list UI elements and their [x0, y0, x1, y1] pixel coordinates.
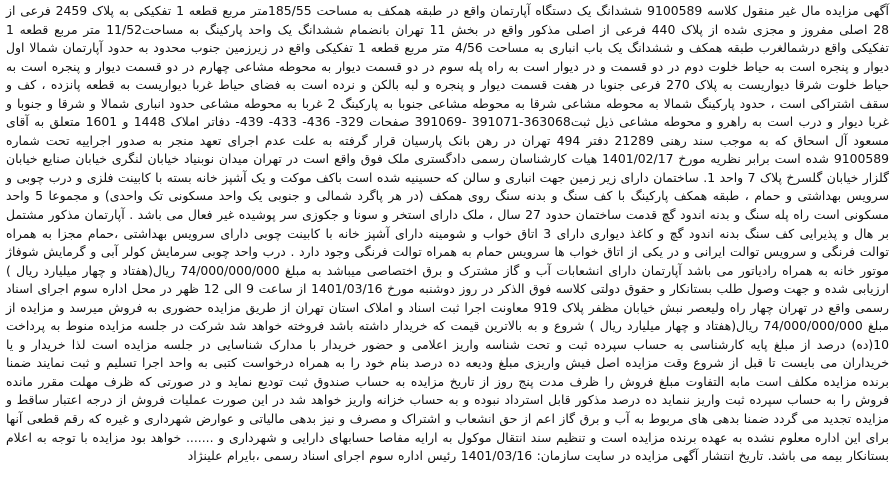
auction-notice-text: آگهی مزایده مال غیر منقول کلاسه 9100589 ششدانگ یک دستگاه آپارتمان واقع در طبقه همکف به مساحت 185/55متر مربع قطعه 1 تفکیکی به پلاک 2459 فرعی از 28 اصلی مفروز و مجزی شده از پلاک 440 فرعی از اصلی مذکور واقع در بخش 11 تهران بانضمام ششدانگ یک واحد پارکینگ به مساحت11/52 متر مربع قطعه 1 تفکیکی واقع درشمالغرب طبقه همکف و ششدانگ یک باب انباری به مساحت 4/56 متر مربع قطعه 1 تفکیکی واقع در زیرزمین جنوب محدود به حدود آپارتمان شمالا اول دیوار و پنجره است به حیاط خلوت دوم در دو قسمت و در دیوار است به راه پله سوم در دو قسمت دیوار به محوطه مشاعی چهارم در دو قسمت دیوار و پنجره است به حیاط خلوت شرقا دیواریست به پلاک 270 فرعی جنوبا در هفت قسمت دیوار و پنجره و لبه بالکن و نرده است به فضای حیاط غربا دیواریست به قطعه پانزده ، کف و سقف اشتراکی است ، حدود پارکینگ شمالا به محوطه مشاعی شرقا به محوطه مشاعی جنوبا به پارکینگ 2 غربا به محوطه مشاعی حدود انباری شمالا و شرقا و جنوبا و غربا دیوار و درب است به راهرو و محوطه مشاعی ذیل ثبت363068-391071 -391069 صفحات 329- 436- 433- 439- دفاتر املاک 1448 و 1601 متعلق به آقای مسعود آل اسحاق که به موجب سند رهنی 21289 دفتر 494 تهران در رهن بانک پارسیان قرار گرفته به علت عدم اجرای تعهد منجر به صدور اجراییه تحت شماره 9100589 شده است برابر نظریه مورخ 1401/02/17 هیات کارشناسان رسمی دادگستری ملک فوق واقع است در تهران میدان نوبنیاد خیابان لنگری خیابان صنایع خیابان گلزار خیابان گلسرخ پلاک 7 واحد 1. ساختمان دارای زیر زمین جهت انباری و سالن که حسینیه شده است باکف موکت و یک آشپز خانه بسته با کابینت فلزی و درب چوبی و سرویس بهداشتی و حمام ، طبقه همکف پارکینگ با کف سنگ و بدنه سنگ روی همکف (در هر پاگرد شمالی و جنوبی یک واحد مسکونی تک واحدی) و مجموعا 5 واحد مسکونی است راه پله سنگ و بدنه اندود گچ قدمت ساختمان حدود 27 سال ، ملک دارای استخر و سونا و جکوزی سر پوشیده غیر فعال می باشد . آپارتمان مذکور مشتمل بر هال و پذیرایی کف سنگ بدنه اندود گچ و کاغذ دیواری دارای 3 اتاق خواب و شومینه دارای آشپز خانه با کابینت چوبی دارای سرویس بهداشتی ،حمام مجزا به همراه توالت فرنگی و سرویس توالت ایرانی و در یکی از اتاق خواب ها سرویس حمام به همراه توالت فرنگی وجود دارد . درب واحد چوبی سرمایش کولر آبی و گرمایش شوفاژ موتور خانه به همراه رادیاتور می باشد آپارتمان دارای انشعابات آب و گاز مشترک و برق اختصاصی میباشد به مبلغ 74/000/000/000 ریال(هفتاد و چهار میلیارد ریال ) ارزیابی شده و جهت وصول طلب بستانکار و حقوق دولتی کلاسه فوق الذکر در روز دوشنبه مورخ 1401/03/16 از ساعت 9 الی 12 ظهر در محل اداره سوم اجرای اسناد رسمی واقع در تهران چهار راه ولیعصر نبش خیابان مظفر پلاک 919 معاونت اجرا ثبت اسناد و املاک استان تهران از طریق مزایده حضوری به فروش میرسد و مزایده از مبلغ 74/000/000/000 ریال(هفتاد و چهار میلیارد ریال ) شروع و به بالاترین قیمت که خریدار داشته باشد فروخته خواهد شد شرکت در جلسه مزایده منوط به پرداخت 10(ده) درصد از مبلغ پایه کارشناسی به حساب سپرده ثبت و تحت شناسه واریز اعلامی و حضور خریدار با مدارک شناسایی در جلسه مزایده است لذا خریدار و یا خریداران می بایست تا قبل از شروع وقت مزایده اصل فیش واریزی مبلغ ودیعه ده درصد بنام خود را به همراه درخواست کتبی به واحد اجرا تسلیم و ثبت نمایند ضمنا برنده مزایده مکلف است مابه التفاوت مبلغ فروش را ظرف مدت پنج روز از تاریخ مزایده به حساب صندوق ثبت تودیع نماید و در صورتی که ظرف مهلت مقرر مانده فروش را به حساب سپرده ثبت واریز ننماید ده درصد مذکور قابل استرداد نبوده و به حساب خزانه واریز خواهد شد در این صورت عملیات فروش از درجه اعتبار ساقط و مزایده تجدید می گردد ضمنا بدهی های مربوط به آب و برق گاز اعم از حق انشعاب و اشتراک و مصرف و نیز بدهی مالیاتی و عوارض شهرداری و غیره که رقم قطعی آنها برای این اداره معلوم نشده به عهده برنده مزایده است و تنظیم سند انتقال موکول به ارایه مفاصا حسابهای دارایی و شهرداری و ....... خواهد بود مزایده با توجه به اعلام بستانکار بیمه می باشد. تاریخ انتشار آگهی مزایده در سایت سازمان: 1401/03/16 رئیس اداره سوم اجرای اسناد رسمی ،بایرام علینژاد	[6, 3, 890, 464]
